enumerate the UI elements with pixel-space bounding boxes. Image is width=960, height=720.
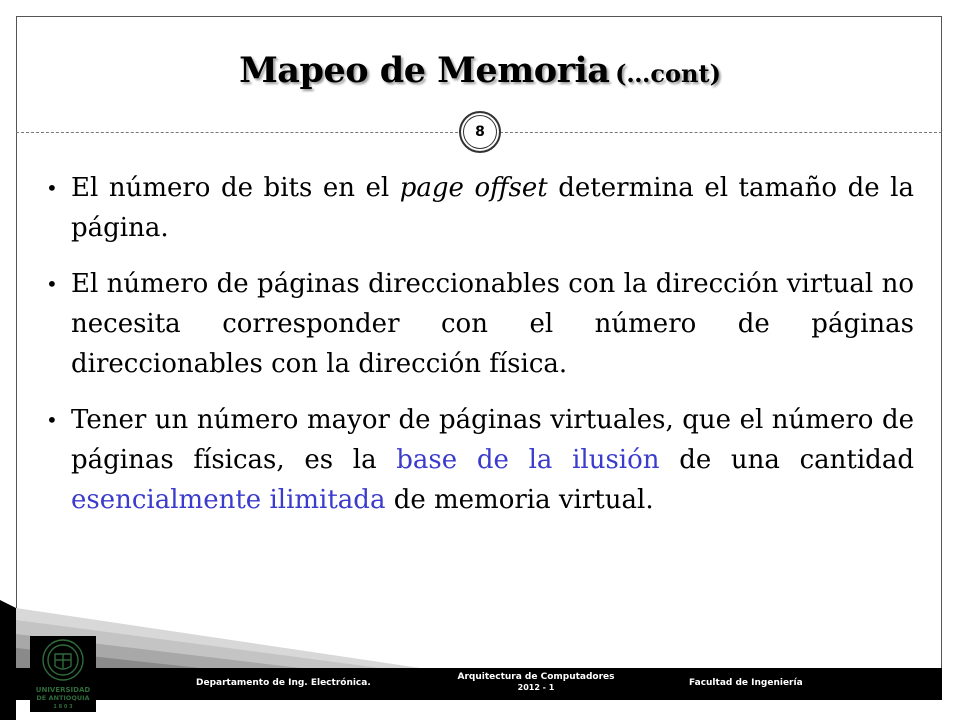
logo-line3: 1 8 0 3 (53, 704, 73, 710)
bullet-text: de memoria virtual. (385, 485, 654, 515)
footer-faculty: Facultad de Ingeniería (689, 678, 803, 688)
bullet-dot-icon: • (46, 272, 58, 296)
university-logo (30, 636, 96, 712)
bullet-text: El número de bits en el (71, 173, 400, 203)
bullet-item (46, 400, 914, 520)
slide-title (0, 50, 960, 91)
logo-line1: UNIVERSIDAD (35, 686, 91, 694)
bullet-text: de una cantidad (659, 445, 914, 475)
footer-course (416, 672, 656, 692)
bullet-dot-icon: • (46, 176, 58, 200)
bullet-list (46, 168, 914, 536)
slide-number-badge (459, 111, 501, 153)
title-main: Mapeo de Memoria (239, 50, 610, 91)
title-cont: (…cont) (615, 59, 721, 88)
highlight-text: base de la ilusión (396, 445, 660, 475)
bullet-dot-icon: • (46, 408, 58, 432)
bullet-italic-term: page offset (399, 173, 548, 203)
footer-department: Departamento de Ing. Electrónica. (196, 678, 371, 688)
footer-bar (16, 668, 942, 700)
bullet-text: El número de páginas direccionables con la dirección virtual no necesita corresponder con el número de páginas direccionables con la dirección física. (71, 269, 914, 379)
bullet-text: Tener un número mayor de páginas virtuales, que el número de páginas físicas, es la (71, 405, 914, 475)
bullet-item (46, 168, 914, 248)
footer-course-name: Arquitectura de Computadores (457, 672, 615, 682)
logo-line2: DE ANTIOQUIA (36, 694, 90, 702)
footer-semester: 2012 - 1 (517, 683, 555, 692)
bullet-text: determina el tamaño de la página. (71, 173, 914, 243)
slide-number: 8 (475, 124, 485, 140)
bullet-item (46, 264, 914, 384)
highlight-text: esencialmente ilimitada (71, 485, 386, 515)
